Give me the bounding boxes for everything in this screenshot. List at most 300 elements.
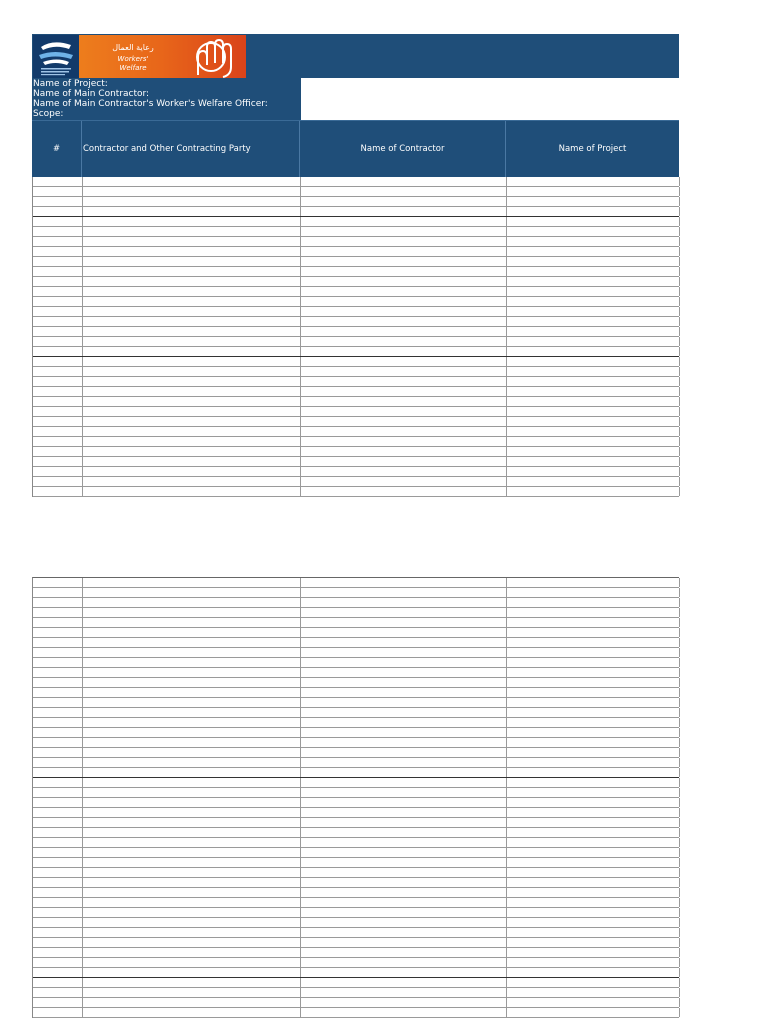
project-name-cell[interactable] [507, 207, 680, 216]
contractor-name-cell[interactable] [301, 447, 507, 456]
project-name-cell[interactable] [507, 668, 680, 677]
contractor-name-cell[interactable] [301, 648, 507, 657]
number-cell[interactable] [33, 878, 83, 887]
contracting-party-cell[interactable] [83, 658, 301, 667]
project-name-cell[interactable] [507, 938, 680, 947]
number-cell[interactable] [33, 728, 83, 737]
number-cell[interactable] [33, 467, 83, 476]
project-name-cell[interactable] [507, 718, 680, 727]
contractor-name-cell[interactable] [301, 357, 507, 366]
number-cell[interactable] [33, 578, 83, 587]
project-name-cell[interactable] [507, 217, 680, 226]
project-name-cell[interactable] [507, 728, 680, 737]
contractor-name-cell[interactable] [301, 838, 507, 847]
column-header-contractor-name[interactable]: Name of Contractor [300, 121, 506, 177]
contractor-name-cell[interactable] [301, 437, 507, 446]
number-cell[interactable] [33, 447, 83, 456]
project-name-cell[interactable] [507, 818, 680, 827]
contractor-name-cell[interactable] [301, 417, 507, 426]
contractor-name-cell[interactable] [301, 848, 507, 857]
number-cell[interactable] [33, 277, 83, 286]
number-cell[interactable] [33, 437, 83, 446]
contractor-name-cell[interactable] [301, 958, 507, 967]
number-cell[interactable] [33, 618, 83, 627]
contractor-name-cell[interactable] [301, 588, 507, 597]
contracting-party-cell[interactable] [83, 848, 301, 857]
contracting-party-cell[interactable] [83, 307, 301, 316]
contracting-party-cell[interactable] [83, 638, 301, 647]
project-name-cell[interactable] [507, 608, 680, 617]
project-name-cell[interactable] [507, 958, 680, 967]
number-cell[interactable] [33, 598, 83, 607]
contracting-party-cell[interactable] [83, 798, 301, 807]
contractor-name-cell[interactable] [301, 638, 507, 647]
contractor-name-cell[interactable] [301, 598, 507, 607]
project-name-cell[interactable] [507, 227, 680, 236]
contracting-party-cell[interactable] [83, 187, 301, 196]
number-cell[interactable] [33, 407, 83, 416]
project-name-cell[interactable] [507, 357, 680, 366]
contracting-party-cell[interactable] [83, 397, 301, 406]
contracting-party-cell[interactable] [83, 858, 301, 867]
number-cell[interactable] [33, 868, 83, 877]
number-cell[interactable] [33, 988, 83, 997]
contractor-name-cell[interactable] [301, 748, 507, 757]
contracting-party-cell[interactable] [83, 267, 301, 276]
number-cell[interactable] [33, 477, 83, 486]
project-name-cell[interactable] [507, 978, 680, 987]
project-name-cell[interactable] [507, 257, 680, 266]
contractor-name-cell[interactable] [301, 628, 507, 637]
number-cell[interactable] [33, 628, 83, 637]
project-name-cell[interactable] [507, 598, 680, 607]
number-cell[interactable] [33, 357, 83, 366]
project-name-cell[interactable] [507, 397, 680, 406]
number-cell[interactable] [33, 187, 83, 196]
contracting-party-cell[interactable] [83, 417, 301, 426]
number-cell[interactable] [33, 487, 83, 496]
contracting-party-cell[interactable] [83, 648, 301, 657]
contractor-name-cell[interactable] [301, 688, 507, 697]
project-name-cell[interactable] [507, 417, 680, 426]
project-name-cell[interactable] [507, 427, 680, 436]
contracting-party-cell[interactable] [83, 207, 301, 216]
number-cell[interactable] [33, 608, 83, 617]
contracting-party-cell[interactable] [83, 998, 301, 1007]
number-cell[interactable] [33, 678, 83, 687]
contracting-party-cell[interactable] [83, 928, 301, 937]
contracting-party-cell[interactable] [83, 838, 301, 847]
project-name-cell[interactable] [507, 968, 680, 977]
contracting-party-cell[interactable] [83, 688, 301, 697]
project-name-cell[interactable] [507, 237, 680, 246]
contracting-party-cell[interactable] [83, 377, 301, 386]
contractor-name-cell[interactable] [301, 818, 507, 827]
number-cell[interactable] [33, 347, 83, 356]
project-name-cell[interactable] [507, 678, 680, 687]
contracting-party-cell[interactable] [83, 487, 301, 496]
contractor-name-cell[interactable] [301, 978, 507, 987]
project-name-cell[interactable] [507, 197, 680, 206]
project-info-value-cell[interactable] [300, 78, 679, 120]
project-name-cell[interactable] [507, 578, 680, 587]
project-name-cell[interactable] [507, 307, 680, 316]
number-cell[interactable] [33, 377, 83, 386]
contractor-name-cell[interactable] [301, 277, 507, 286]
number-cell[interactable] [33, 588, 83, 597]
contracting-party-cell[interactable] [83, 808, 301, 817]
contractor-name-cell[interactable] [301, 948, 507, 957]
contracting-party-cell[interactable] [83, 958, 301, 967]
contractor-name-cell[interactable] [301, 798, 507, 807]
contractor-name-cell[interactable] [301, 427, 507, 436]
contracting-party-cell[interactable] [83, 708, 301, 717]
contracting-party-cell[interactable] [83, 457, 301, 466]
contracting-party-cell[interactable] [83, 317, 301, 326]
contracting-party-cell[interactable] [83, 447, 301, 456]
contracting-party-cell[interactable] [83, 778, 301, 787]
number-cell[interactable] [33, 648, 83, 657]
contracting-party-cell[interactable] [83, 898, 301, 907]
contractor-name-cell[interactable] [301, 758, 507, 767]
contractor-name-cell[interactable] [301, 678, 507, 687]
project-name-cell[interactable] [507, 638, 680, 647]
contractor-name-cell[interactable] [301, 257, 507, 266]
project-name-cell[interactable] [507, 628, 680, 637]
number-cell[interactable] [33, 387, 83, 396]
project-name-cell[interactable] [507, 187, 680, 196]
contractor-name-cell[interactable] [301, 397, 507, 406]
project-name-cell[interactable] [507, 247, 680, 256]
contracting-party-cell[interactable] [83, 477, 301, 486]
project-name-cell[interactable] [507, 898, 680, 907]
contractor-name-cell[interactable] [301, 728, 507, 737]
number-cell[interactable] [33, 838, 83, 847]
project-name-cell[interactable] [507, 988, 680, 997]
contractor-name-cell[interactable] [301, 928, 507, 937]
contractor-name-cell[interactable] [301, 267, 507, 276]
project-name-cell[interactable] [507, 347, 680, 356]
project-name-cell[interactable] [507, 848, 680, 857]
project-name-cell[interactable] [507, 387, 680, 396]
contractor-name-cell[interactable] [301, 287, 507, 296]
number-cell[interactable] [33, 948, 83, 957]
contracting-party-cell[interactable] [83, 427, 301, 436]
contractor-name-cell[interactable] [301, 467, 507, 476]
project-name-cell[interactable] [507, 758, 680, 767]
contracting-party-cell[interactable] [83, 728, 301, 737]
contractor-name-cell[interactable] [301, 247, 507, 256]
project-name-cell[interactable] [507, 948, 680, 957]
contracting-party-cell[interactable] [83, 748, 301, 757]
contracting-party-cell[interactable] [83, 367, 301, 376]
contractor-name-cell[interactable] [301, 608, 507, 617]
number-cell[interactable] [33, 257, 83, 266]
contracting-party-cell[interactable] [83, 237, 301, 246]
project-name-cell[interactable] [507, 738, 680, 747]
project-name-cell[interactable] [507, 267, 680, 276]
project-name-cell[interactable] [507, 377, 680, 386]
contracting-party-cell[interactable] [83, 628, 301, 637]
contractor-name-cell[interactable] [301, 988, 507, 997]
contracting-party-cell[interactable] [83, 968, 301, 977]
project-name-cell[interactable] [507, 287, 680, 296]
project-name-cell[interactable] [507, 477, 680, 486]
contractor-name-cell[interactable] [301, 698, 507, 707]
number-cell[interactable] [33, 898, 83, 907]
project-name-cell[interactable] [507, 297, 680, 306]
project-name-cell[interactable] [507, 868, 680, 877]
contractor-name-cell[interactable] [301, 768, 507, 777]
project-name-cell[interactable] [507, 688, 680, 697]
contracting-party-cell[interactable] [83, 347, 301, 356]
contracting-party-cell[interactable] [83, 287, 301, 296]
number-cell[interactable] [33, 848, 83, 857]
contractor-name-cell[interactable] [301, 457, 507, 466]
contractor-name-cell[interactable] [301, 778, 507, 787]
number-cell[interactable] [33, 768, 83, 777]
project-name-cell[interactable] [507, 798, 680, 807]
contracting-party-cell[interactable] [83, 437, 301, 446]
number-cell[interactable] [33, 227, 83, 236]
contractor-name-cell[interactable] [301, 998, 507, 1007]
number-cell[interactable] [33, 778, 83, 787]
contracting-party-cell[interactable] [83, 357, 301, 366]
contracting-party-cell[interactable] [83, 217, 301, 226]
number-cell[interactable] [33, 818, 83, 827]
project-name-cell[interactable] [507, 808, 680, 817]
contracting-party-cell[interactable] [83, 758, 301, 767]
contracting-party-cell[interactable] [83, 678, 301, 687]
contractor-name-cell[interactable] [301, 477, 507, 486]
contractor-name-cell[interactable] [301, 347, 507, 356]
contractor-name-cell[interactable] [301, 197, 507, 206]
number-cell[interactable] [33, 688, 83, 697]
number-cell[interactable] [33, 928, 83, 937]
number-cell[interactable] [33, 978, 83, 987]
project-name-cell[interactable] [507, 648, 680, 657]
project-name-cell[interactable] [507, 778, 680, 787]
project-name-cell[interactable] [507, 327, 680, 336]
number-cell[interactable] [33, 808, 83, 817]
number-cell[interactable] [33, 858, 83, 867]
column-header-number[interactable]: # [32, 121, 82, 177]
contractor-name-cell[interactable] [301, 377, 507, 386]
contracting-party-cell[interactable] [83, 247, 301, 256]
contractor-name-cell[interactable] [301, 387, 507, 396]
contractor-name-cell[interactable] [301, 177, 507, 186]
contractor-name-cell[interactable] [301, 868, 507, 877]
contractor-name-cell[interactable] [301, 237, 507, 246]
contractor-name-cell[interactable] [301, 738, 507, 747]
number-cell[interactable] [33, 718, 83, 727]
contracting-party-cell[interactable] [83, 668, 301, 677]
contractor-name-cell[interactable] [301, 207, 507, 216]
contractor-name-cell[interactable] [301, 888, 507, 897]
contracting-party-cell[interactable] [83, 297, 301, 306]
contracting-party-cell[interactable] [83, 868, 301, 877]
contracting-party-cell[interactable] [83, 988, 301, 997]
contracting-party-cell[interactable] [83, 818, 301, 827]
number-cell[interactable] [33, 317, 83, 326]
contractor-name-cell[interactable] [301, 808, 507, 817]
contractor-name-cell[interactable] [301, 718, 507, 727]
contractor-name-cell[interactable] [301, 668, 507, 677]
contracting-party-cell[interactable] [83, 578, 301, 587]
number-cell[interactable] [33, 638, 83, 647]
contractor-name-cell[interactable] [301, 337, 507, 346]
contracting-party-cell[interactable] [83, 828, 301, 837]
project-name-cell[interactable] [507, 407, 680, 416]
contracting-party-cell[interactable] [83, 1008, 301, 1017]
number-cell[interactable] [33, 998, 83, 1007]
contractor-name-cell[interactable] [301, 297, 507, 306]
contracting-party-cell[interactable] [83, 738, 301, 747]
number-cell[interactable] [33, 417, 83, 426]
contracting-party-cell[interactable] [83, 788, 301, 797]
number-cell[interactable] [33, 738, 83, 747]
contracting-party-cell[interactable] [83, 598, 301, 607]
contracting-party-cell[interactable] [83, 948, 301, 957]
project-name-cell[interactable] [507, 878, 680, 887]
number-cell[interactable] [33, 748, 83, 757]
project-name-cell[interactable] [507, 177, 680, 186]
contractor-name-cell[interactable] [301, 908, 507, 917]
number-cell[interactable] [33, 397, 83, 406]
project-name-cell[interactable] [507, 768, 680, 777]
contractor-name-cell[interactable] [301, 918, 507, 927]
contractor-name-cell[interactable] [301, 187, 507, 196]
number-cell[interactable] [33, 267, 83, 276]
project-name-cell[interactable] [507, 908, 680, 917]
number-cell[interactable] [33, 307, 83, 316]
project-name-cell[interactable] [507, 437, 680, 446]
contracting-party-cell[interactable] [83, 618, 301, 627]
contractor-name-cell[interactable] [301, 317, 507, 326]
contracting-party-cell[interactable] [83, 888, 301, 897]
project-name-cell[interactable] [507, 1008, 680, 1017]
contracting-party-cell[interactable] [83, 768, 301, 777]
project-name-cell[interactable] [507, 698, 680, 707]
number-cell[interactable] [33, 217, 83, 226]
contractor-name-cell[interactable] [301, 307, 507, 316]
project-name-cell[interactable] [507, 457, 680, 466]
project-name-cell[interactable] [507, 828, 680, 837]
contracting-party-cell[interactable] [83, 407, 301, 416]
number-cell[interactable] [33, 698, 83, 707]
contractor-name-cell[interactable] [301, 938, 507, 947]
contractor-name-cell[interactable] [301, 407, 507, 416]
number-cell[interactable] [33, 908, 83, 917]
number-cell[interactable] [33, 958, 83, 967]
project-name-cell[interactable] [507, 467, 680, 476]
number-cell[interactable] [33, 337, 83, 346]
number-cell[interactable] [33, 457, 83, 466]
number-cell[interactable] [33, 207, 83, 216]
number-cell[interactable] [33, 327, 83, 336]
project-name-cell[interactable] [507, 998, 680, 1007]
contracting-party-cell[interactable] [83, 698, 301, 707]
number-cell[interactable] [33, 427, 83, 436]
contracting-party-cell[interactable] [83, 978, 301, 987]
number-cell[interactable] [33, 968, 83, 977]
project-name-cell[interactable] [507, 487, 680, 496]
contractor-name-cell[interactable] [301, 618, 507, 627]
project-name-cell[interactable] [507, 838, 680, 847]
number-cell[interactable] [33, 708, 83, 717]
contractor-name-cell[interactable] [301, 788, 507, 797]
number-cell[interactable] [33, 658, 83, 667]
project-name-cell[interactable] [507, 588, 680, 597]
contracting-party-cell[interactable] [83, 878, 301, 887]
contracting-party-cell[interactable] [83, 718, 301, 727]
project-name-cell[interactable] [507, 658, 680, 667]
contracting-party-cell[interactable] [83, 938, 301, 947]
project-name-cell[interactable] [507, 277, 680, 286]
contractor-name-cell[interactable] [301, 487, 507, 496]
project-name-cell[interactable] [507, 337, 680, 346]
contracting-party-cell[interactable] [83, 588, 301, 597]
project-name-cell[interactable] [507, 748, 680, 757]
contractor-name-cell[interactable] [301, 367, 507, 376]
number-cell[interactable] [33, 197, 83, 206]
contractor-name-cell[interactable] [301, 327, 507, 336]
project-name-cell[interactable] [507, 858, 680, 867]
contracting-party-cell[interactable] [83, 227, 301, 236]
contracting-party-cell[interactable] [83, 277, 301, 286]
contractor-name-cell[interactable] [301, 828, 507, 837]
contracting-party-cell[interactable] [83, 608, 301, 617]
contracting-party-cell[interactable] [83, 177, 301, 186]
contractor-name-cell[interactable] [301, 968, 507, 977]
number-cell[interactable] [33, 247, 83, 256]
number-cell[interactable] [33, 287, 83, 296]
number-cell[interactable] [33, 938, 83, 947]
contractor-name-cell[interactable] [301, 578, 507, 587]
project-name-cell[interactable] [507, 618, 680, 627]
project-name-cell[interactable] [507, 708, 680, 717]
number-cell[interactable] [33, 297, 83, 306]
number-cell[interactable] [33, 798, 83, 807]
project-name-cell[interactable] [507, 928, 680, 937]
number-cell[interactable] [33, 177, 83, 186]
contractor-name-cell[interactable] [301, 708, 507, 717]
number-cell[interactable] [33, 788, 83, 797]
contractor-name-cell[interactable] [301, 878, 507, 887]
contracting-party-cell[interactable] [83, 387, 301, 396]
contracting-party-cell[interactable] [83, 467, 301, 476]
number-cell[interactable] [33, 888, 83, 897]
contracting-party-cell[interactable] [83, 908, 301, 917]
contractor-name-cell[interactable] [301, 227, 507, 236]
contractor-name-cell[interactable] [301, 898, 507, 907]
column-header-project-name[interactable]: Name of Project [558, 144, 627, 154]
contracting-party-cell[interactable] [83, 257, 301, 266]
number-cell[interactable] [33, 367, 83, 376]
number-cell[interactable] [33, 918, 83, 927]
project-name-cell[interactable] [507, 447, 680, 456]
project-name-cell[interactable] [507, 918, 680, 927]
column-header-contracting-party[interactable]: Contractor and Other Contracting Party [82, 121, 300, 177]
number-cell[interactable] [33, 828, 83, 837]
contractor-name-cell[interactable] [301, 658, 507, 667]
project-name-cell[interactable] [507, 367, 680, 376]
contractor-name-cell[interactable] [301, 1008, 507, 1017]
contracting-party-cell[interactable] [83, 327, 301, 336]
number-cell[interactable] [33, 237, 83, 246]
contractor-name-cell[interactable] [301, 217, 507, 226]
contracting-party-cell[interactable] [83, 337, 301, 346]
